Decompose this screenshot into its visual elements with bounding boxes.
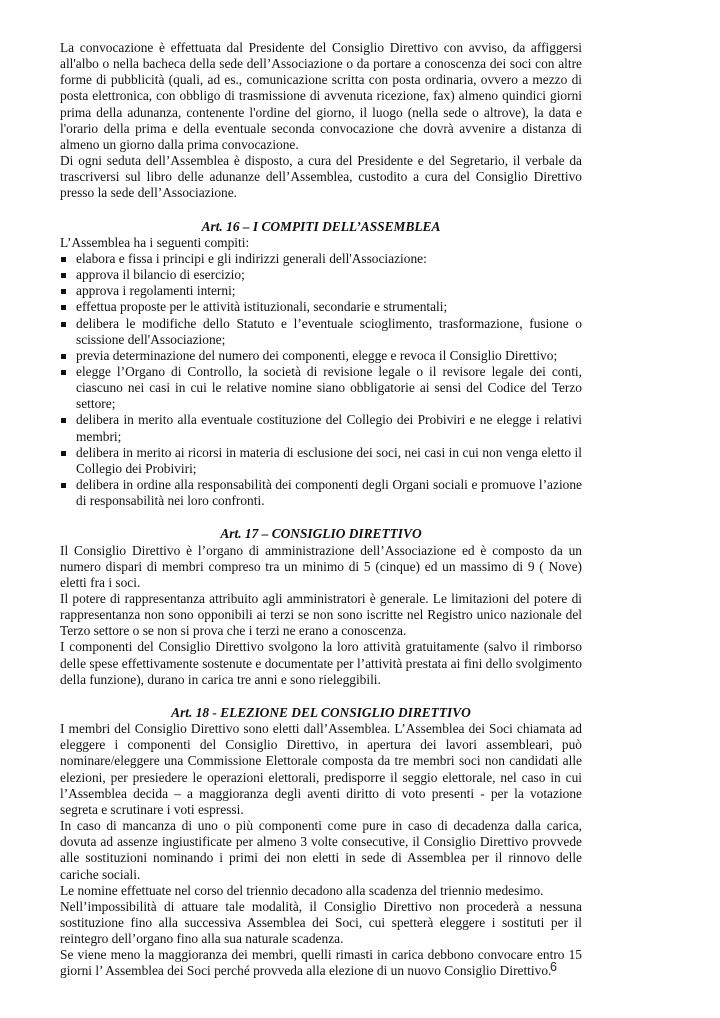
- list-item: elegge l’Organo di Controllo, la società di revisione legale o il revisore legale dei conti, ciascuno nei casi in cui le relative nomine siano obbligatorie ai sensi del Codice del Terzo settore;: [60, 364, 582, 412]
- paragraph: Il potere di rappresentanza attribuito agli amministratori è generale. Le limitazioni del potere di rappresentanza non sono opponibili ai terzi se non sono iscritte nel Registro unico nazionale del Terzo settore o se non si prova che i terzi ne erano a conoscenza.: [60, 591, 582, 639]
- paragraph: I componenti del Consiglio Direttivo svolgono la loro attività gratuitamente (salvo il rimborso delle spese effettivamente sostenute e documentate per l’attività prestata ai fini dello svolgimento della funzione), durano in carica tre anni e sono rieleggibili.: [60, 639, 582, 687]
- list-item: approva i regolamenti interni;: [60, 283, 582, 299]
- list-item: approva il bilancio di esercizio;: [60, 267, 582, 283]
- paragraph: L’Assemblea ha i seguenti compiti:: [60, 234, 250, 250]
- paragraph: Nell’impossibilità di attuare tale modalità, il Consiglio Direttivo non procederà a nessuna sostituzione fino alla successiva Assemblea dei Soci, cui spetterà eleggere i sostituti per il reintegro dell’organo fino alla sua naturale scadenza.: [60, 898, 582, 947]
- list-item: delibera in merito alla eventuale costituzione del Collegio dei Probiviri e ne elegge i relativi membri;: [60, 412, 582, 444]
- article-17-heading: Art. 17 – CONSIGLIO DIRETTIVO: [220, 526, 422, 542]
- list-item: delibera in ordine alla responsabilità dei componenti degli Organi sociali e promuove l’azione di responsabilità nei loro confronti.: [60, 477, 582, 509]
- paragraph: Le nomine effettuate nel corso del triennio decadono alla scadenza del triennio medesimo.: [60, 882, 544, 898]
- paragraph: I membri del Consiglio Direttivo sono eletti dall’Assemblea. L’Assemblea dei Soci chiamata ad eleggere i componenti del Consiglio Direttivo, in apertura dei lavori assembleari, può nominare/eleggere una Commissione Elettorale composta da tre membri soci non candidati alle elezioni, per presiedere le operazioni elettorali, predisporre il seggio elettorale, nel caso in cui l’Assemblea decida – a maggioranza degli aventi diritto di voto presenti - per la votazione segreta e scrutinare i voti espressi.: [60, 721, 582, 817]
- document-page: [60, 40, 582, 980]
- paragraph: Il Consiglio Direttivo è l’organo di amministrazione dell’Associazione ed è composto da un numero dispari di membri compreso tra un minimo di 5 (cinque) ed un massimo di 9 ( Nove) eletti fra i soci.: [60, 542, 582, 590]
- list-item: elabora e fissa i principi e gli indirizzi generali dell'Associazione:: [60, 251, 582, 267]
- paragraph: Se viene meno la maggioranza dei membri, quelli rimasti in carica debbono convocare entro 15 giorni l’ Assemblea dei Soci perché provveda alla elezione di un nuovo Consiglio Direttivo.: [60, 947, 582, 979]
- duties-list: [60, 251, 582, 510]
- article-16-heading: Art. 16 – I COMPITI DELL’ASSEMBLEA: [201, 218, 441, 234]
- article-18-heading: Art. 18 - ELEZIONE DEL CONSIGLIO DIRETTIVO: [171, 704, 471, 720]
- list-item: effettua proposte per le attività istituzionali, secondarie e strumentali;: [60, 299, 582, 315]
- paragraph: Di ogni seduta dell’Assemblea è disposto, a cura del Presidente e del Segretario, il verbale da trascriversi sul libro delle adunanze dell’Assemblea, custodito a cura del Consiglio Direttivo presso la sede dell’Associazione.: [60, 153, 582, 201]
- list-item: delibera in merito ai ricorsi in materia di esclusione dei soci, nei casi in cui non venga eletto il Collegio dei Probiviri;: [60, 445, 582, 477]
- paragraph: La convocazione è effettuata dal Presidente del Consiglio Direttivo con avviso, da affiggersi all'albo o nella bacheca della sede dell’Associazione o da portare a conoscenza dei soci con altre forme di pubblicità (quali, ad es., comunicazione scritta con posta ordinaria, ovvero a mezzo di posta elettronica, con obbligo di trasmissione di avvenuta ricezione, fax) almeno quindici giorni prima della adunanza, contenente l'ordine del giorno, il luogo (nella sede o altrove), la data e l'orario della prima e della eventuale seconda convocazione che dovrà avvenire a distanza di almeno un giorno dalla prima convocazione.: [60, 40, 582, 152]
- paragraph: In caso di mancanza di uno o più componenti come pure in caso di decadenza dalla carica, dovuta ad assenze ingiustificate per almeno 3 volte consecutive, il Consiglio Direttivo provvede alle sostituzioni nominando i primi dei non eletti in sede di Assemblea per il rinnovo delle cariche sociali.: [60, 818, 582, 882]
- list-item: previa determinazione del numero dei componenti, elegge e revoca il Consiglio Direttivo;: [60, 348, 582, 364]
- list-item: delibera le modifiche dello Statuto e l’eventuale scioglimento, trasformazione, fusione o scissione dell'Associazione;: [60, 316, 582, 348]
- page-number: 6: [550, 960, 557, 974]
